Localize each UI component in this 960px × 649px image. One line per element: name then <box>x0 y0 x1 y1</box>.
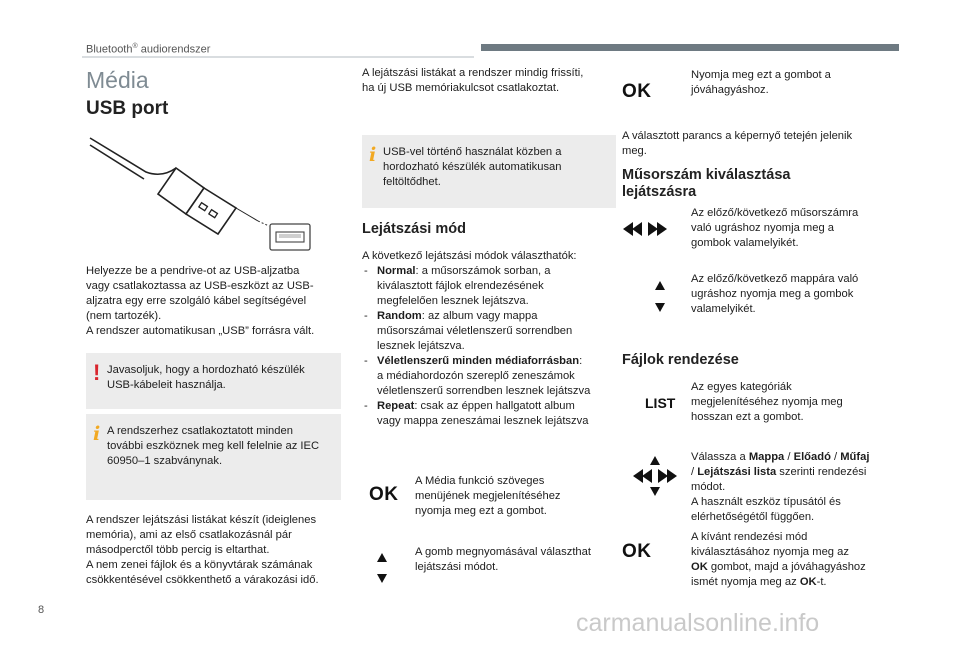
up-arrow-icon <box>655 281 665 290</box>
mode-item-normal: - Normal: a műsorszámok sorban, a kiválasztott fájlok elrendezésének megfelelően lesznek lejátszva. <box>362 264 620 309</box>
header-accent-bar <box>481 44 899 51</box>
ok-media-text: A Média funkció szöveges menüjének megjelenítéséhez nyomja meg ezt a gombot. <box>415 475 561 517</box>
mode-item-random: - Random: az album vagy mappa műsorszámai véletlenszerű sorrendben lesznek lejátszva. <box>362 309 620 354</box>
running-header: Bluetooth® audiorendszer <box>86 43 211 56</box>
updown-playmode-text: A gomb megnyomásával választhat lejátszási módot. <box>415 546 591 573</box>
info-box-charging: i USB-vel történő használat közben a hordozható készülék automatikusan feltöltődhet. <box>362 135 616 208</box>
info-box-iec: i A rendszerhez csatlakoztatott minden további eszköznek meg kell felelnie az IEC 60950–1 szabványnak. <box>86 414 341 500</box>
header-rule <box>82 56 474 58</box>
heading-file-sort: Fájlok rendezése <box>622 352 739 368</box>
warning-icon: ! <box>93 360 101 385</box>
down-arrow-icon <box>655 303 665 312</box>
warning-box: ! Javasoljuk, hogy a hordozható készülék USB-kábeleit használja. <box>86 353 341 409</box>
ok-button-icon: OK <box>622 81 652 102</box>
section-title-usb: USB port <box>86 98 169 119</box>
mode-item-repeat: - Repeat: csak az éppen hallgatott album vagy mappa zeneszámai lesznek lejátszva <box>362 399 620 429</box>
mode-item-random-all: - Véletlenszerű minden médiaforrásban: a médiahordozón szereplő zeneszámok véletlenszerű sorrendben lesznek lejátszva <box>362 354 620 399</box>
play-mode-list: A következő lejátszási módok választhatók: - Normal: a műsorszámok sorban, a kiválasztott fájlok elrendezésének megfelelően lesznek lejátszva. - Random: az album vagy mappa műsorszámai véletlenszerű sorrendben lesznek lejátszva. - Véletlenszerű minden médiaforrásban: a médiahordozón szereplő zeneszámok véletlenszerű sorrendben lesznek lejátszva - Repeat: csak az éppen hallgatott album vagy mappa zeneszámai lesznek lejátszva <box>362 249 620 429</box>
list-button-icon: LIST <box>645 395 676 411</box>
heading-play-mode: Lejátszási mód <box>362 221 466 237</box>
usb-intro-paragraph: Helyezze be a pendrive-ot az USB-aljzatba vagy csatlakoztassa az USB-eszközt az USB- aljzatra egy erre szolgáló kábel segítségével (nem tartozék). A rendszer automatikusan „USB” forrásra vált. <box>86 265 315 337</box>
watermark: carmanualsonline.info <box>576 609 820 637</box>
down-arrow-icon <box>377 574 387 583</box>
prev-next-icon <box>622 221 668 237</box>
list-text: Az egyes kategóriák megjelenítéséhez nyomja meg hosszan ezt a gombot. <box>691 381 843 423</box>
prevnext-track-text: Az előző/következő műsorszámra való ugráshoz nyomja meg a gombok valamelyikét. <box>691 207 859 249</box>
playlist-refresh-paragraph: A lejátszási listákat a rendszer mindig frissíti, ha új USB memóriakulcsot csatlakoztat. <box>362 67 584 94</box>
usb-port-illustration <box>86 128 326 256</box>
ok-button-icon: OK <box>369 484 399 505</box>
info-icon: i <box>369 144 377 166</box>
sort-mode-text: Válassza a Mappa / Előadó / Műfaj / Lejátszási lista szerinti rendezési módot. A használt eszköz típusától és elérhetőségétől függően. <box>691 451 870 523</box>
playlist-paragraph: A rendszer lejátszási listákat készít (ideiglenes memória), ami az első csatlakozásnál pár másodperctől több percig is eltarthat. A nem zenei fájlok és a könyvtárak számának csökkentésével csökkenthető a várakozási idő. <box>86 514 319 586</box>
four-way-arrows-icon <box>632 455 678 497</box>
page-title: Média <box>86 67 149 93</box>
ok-button-icon: OK <box>622 541 652 562</box>
heading-track-select: Műsorszám kiválasztása lejátszásra <box>622 167 791 200</box>
page-number: 8 <box>38 604 45 616</box>
updown-folder-text: Az előző/következő mappára való ugráshoz nyomja meg a gombok valamelyikét. <box>691 273 859 315</box>
up-arrow-icon <box>377 553 387 562</box>
command-shown-text: A választott parancs a képernyő tetején jelenik meg. <box>622 130 853 157</box>
info-icon: i <box>93 423 101 445</box>
ok-sort-text: A kívánt rendezési mód kiválasztásához nyomja meg az OK gombot, majd a jóváhagyáshoz ismét nyomja meg az OK-t. <box>691 531 866 588</box>
ok-confirm-text: Nyomja meg ezt a gombot a jóváhagyáshoz. <box>691 69 831 96</box>
